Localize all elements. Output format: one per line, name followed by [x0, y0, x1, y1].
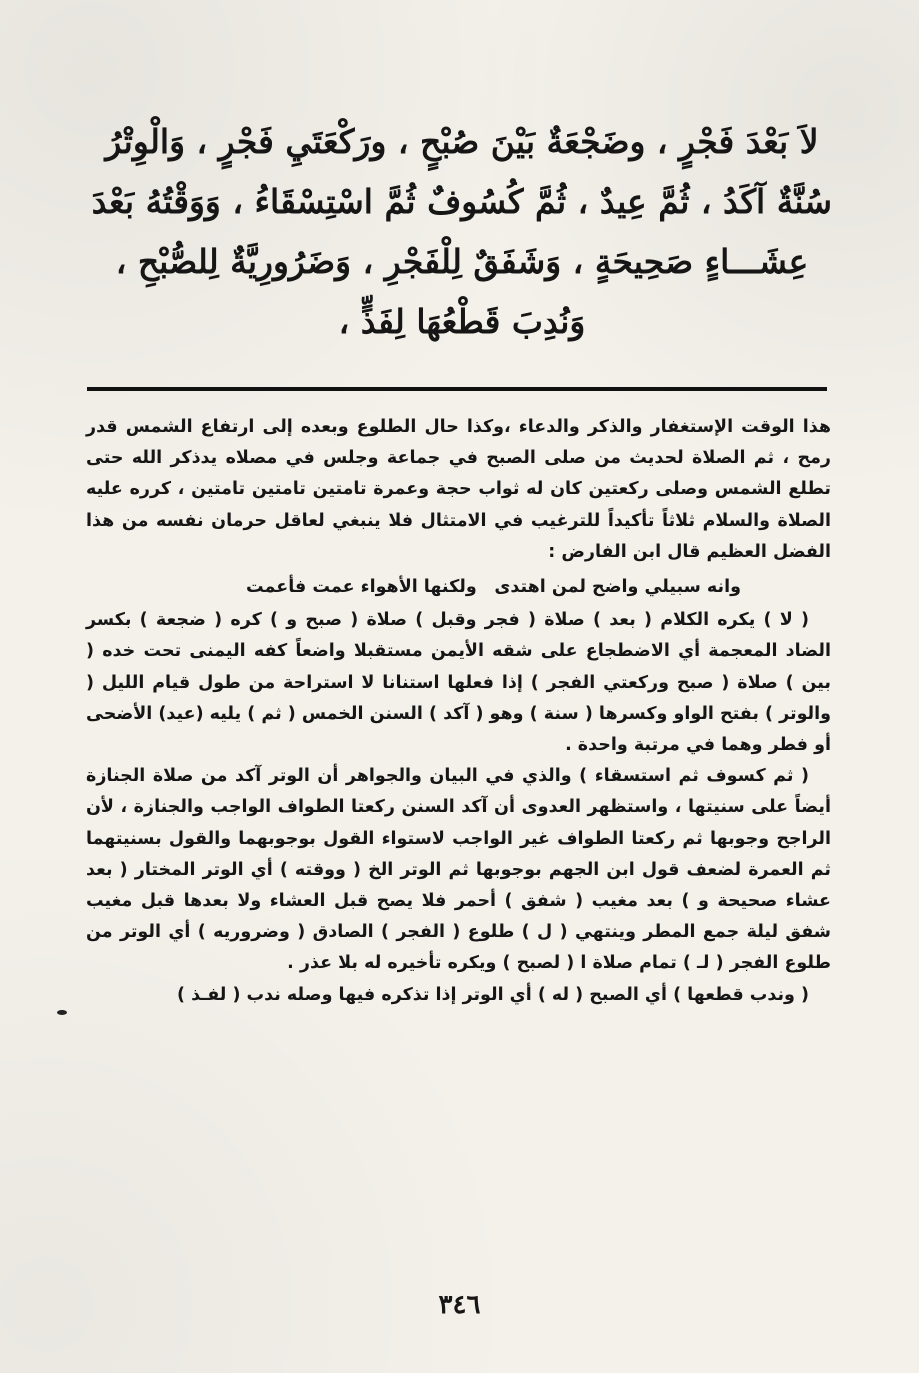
ink-speck	[57, 1010, 67, 1015]
verse-line-3: عِشَـــاءٍ صَحِيحَةٍ ، وَشَفَقٌ لِلْفَجْرِ ، وَضَرُورِيَّةٌ لِلصُّبْحِ ،	[115, 242, 809, 281]
quoted-verse	[86, 572, 831, 603]
commentary-paragraph-2: ( لا ) يكره الكلام ( بعد ) صلاة ( فجر وقبل ) صلاة ( صبح و ) كره ( ضجعة ) بكسر الضاد المعجمة أي الاضطجاع على شقه الأيمن مستقبلا واضعاً كفه اليمنى تحت خده ( بين ) صلاة ( صبح وركعتي الفجر ) إذا فعلها استنانا لا استراحة من طول قيام الليل ( والوتر ) بفتح الواو وكسرها ( سنة ) وهو ( آكد ) السنن الخمس ( ثم ) يليه (عيد) الأضحى أو فطر وهما في مرتبة واحدة .	[86, 610, 831, 756]
commentary-paragraph-1: هذا الوقت الإستغفار والذكر والدعاء ،وكذا حال الطلوع وبعده إلى ارتفاع الشمس قدر رمح ، ثم الصلاة لحديث من صلى الصبح في جماعة وجلس في مصلاه يدذكر الله حتى تطلع الشمس وصلى ركعتين كان له ثواب حجة وعمرة تامتين تامتين تامتين ، كرره عليه الصلاة والسلام ثلاثاً تأكيداً للترغيب في الامتثال فلا ينبغي لعاقل حرمان نفسه من هذا الفضل العظيم قال ابن الفارض :	[86, 417, 831, 562]
quoted-verse-right: وانه سبيلي واضح لمن اهتدى	[494, 577, 741, 598]
matn-verses	[92, 112, 832, 352]
commentary-paragraph-4: ( وندب قطعها ) أي الصبح ( له ) أي الوتر إذا تذكره فيها وصله ندب ( لفـذ )	[177, 984, 809, 1005]
commentary-paragraph-3: ( ثم كسوف ثم استسقاء ) والذي في البيان والجواهر أن الوتر آكد من صلاة الجنازة أيضاً على سنيتها ، واستظهر العدوى أن آكد السنن ركعتا الطواف الواجب والجنازة ، لأن الراجح وجوبها ثم ركعتا الطواف غير الواجب لاستواء القول بوجوبهما والقول بسنيتهما ثم العمرة لضعف قول ابن الجهم بوجوبها ثم الوتر الخ ( ووقته ) أي الوتر المختار ( بعد عشاء صحيحة و ) بعد مغيب ( شفق ) أحمر فلا يصح قبل العشاء ولا بعدها قبل مغيب شفق ليلة جمع المطر وينتهي ( ل ) طلوع ( الفجر ) الصادق ( وضروريه ) أي الوتر من طلوع الفجر ( لـ ) تمام صلاة ا ( لصبح ) ويكره تأخيره له بلا عذر .	[86, 766, 831, 974]
commentary-text	[86, 412, 831, 1011]
verse-line-2: سُنَّةٌ آكَدُ ، ثُمَّ عِيدٌ ، ثُمَّ كُسُوفٌ ثُمَّ اسْتِسْقَاءُ ، وَوَقْتُهُ بَعْدَ	[91, 182, 832, 221]
quoted-verse-left: ولكنها الأهواء عمت فأعمت	[246, 577, 477, 598]
separator-rule	[87, 387, 827, 391]
verse-line-4: وَنُدِبَ قَطْعُهَا لِفَذٍّ ،	[338, 302, 586, 341]
verse-line-1: لاَ بَعْدَ فَجْرٍ ، وضَجْعَةٌ بَيْنَ صُبْحٍ ، ورَكْعَتَيِ فَجْرٍ ، وَالْوِتْرُ	[105, 122, 819, 161]
page-number: ٣٤٦	[438, 1290, 481, 1320]
